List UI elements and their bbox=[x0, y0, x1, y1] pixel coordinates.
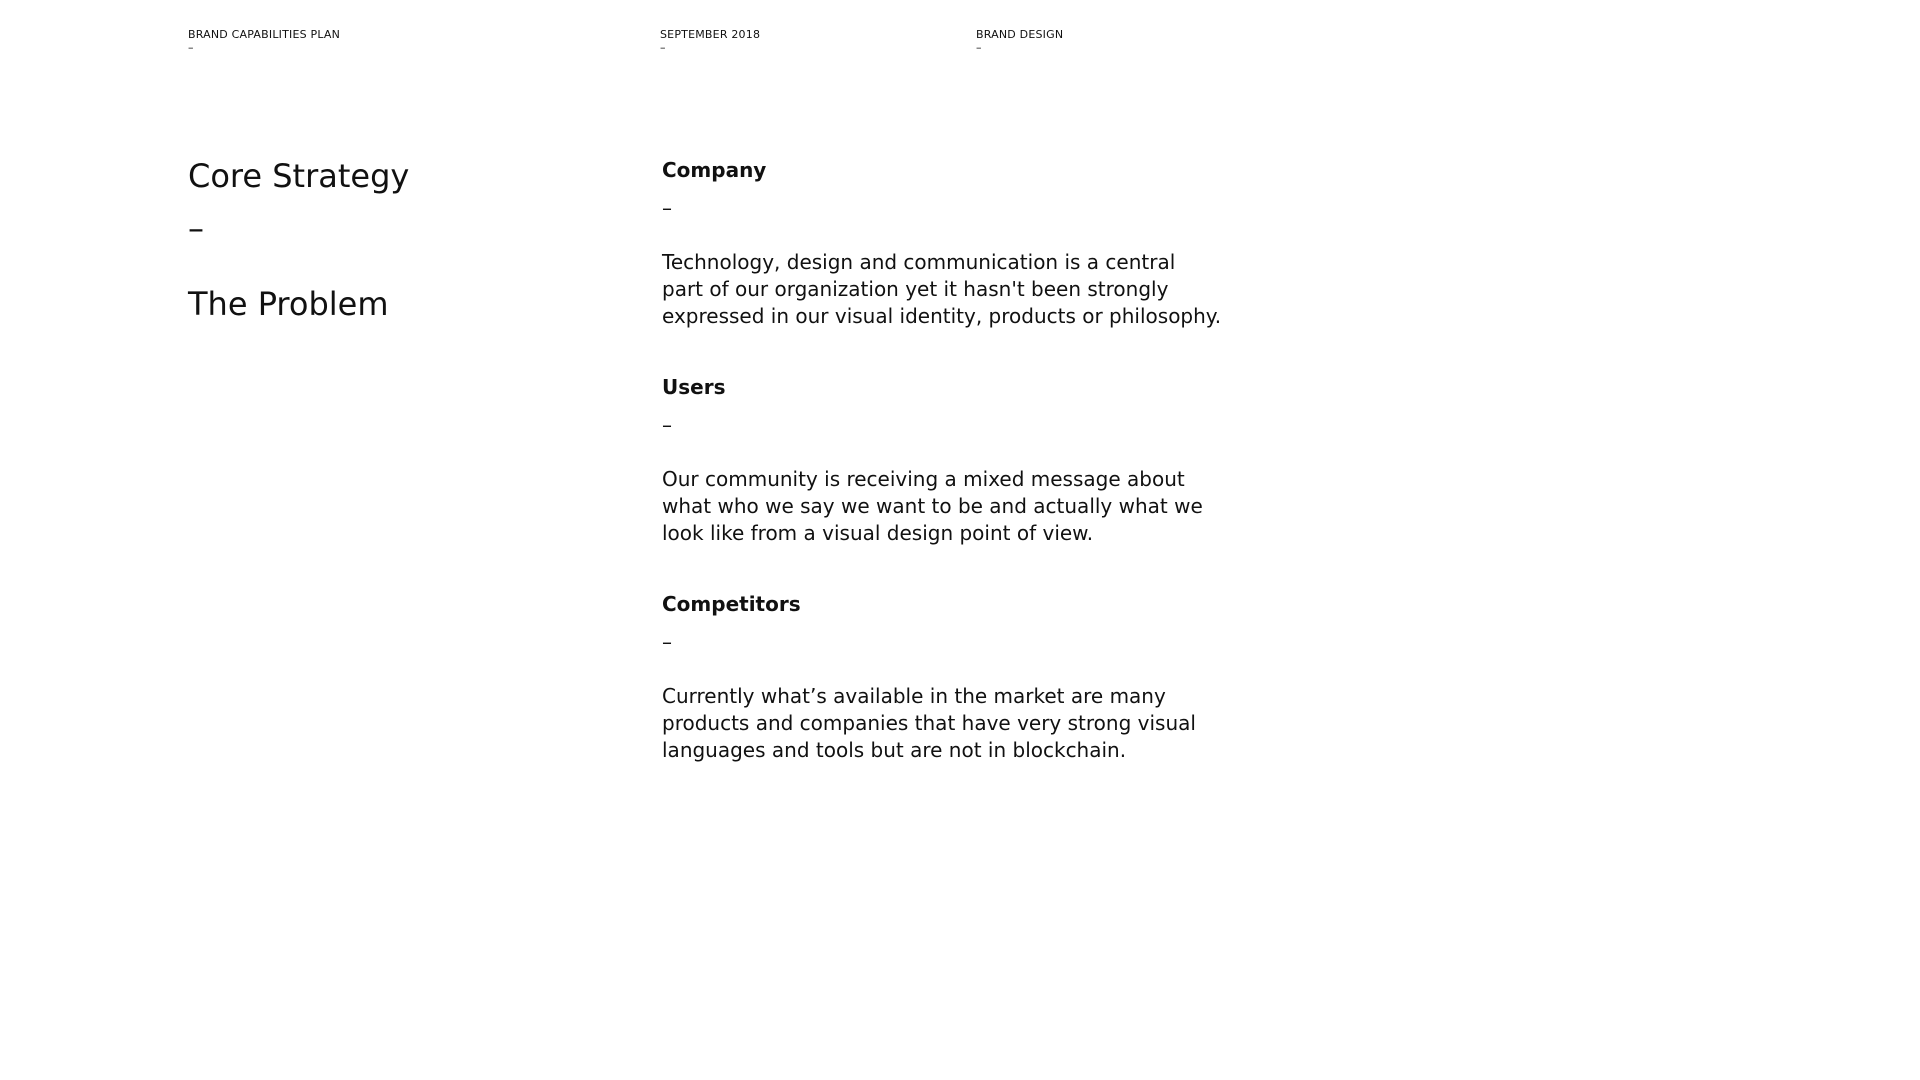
right-column bbox=[662, 157, 1222, 808]
header-dept-label bbox=[976, 28, 1063, 54]
dept-label-text: BRAND DESIGN bbox=[976, 28, 1064, 41]
date-label-dash: – bbox=[660, 41, 666, 54]
section-competitors bbox=[662, 591, 1222, 764]
section-dash: – bbox=[662, 413, 672, 437]
section-body: Currently what’s available in the market are many products and companies that have very strong visual languages and tools but are not in blockchain. bbox=[662, 684, 1196, 762]
section-heading: Users bbox=[662, 375, 726, 399]
dept-label-dash: – bbox=[976, 41, 982, 54]
title-dash: – bbox=[188, 209, 204, 247]
section-body: Technology, design and communication is a central part of our organization yet it hasn't been strongly expressed in our visual identity, products or philosophy. bbox=[662, 250, 1222, 328]
header-plan-label bbox=[188, 28, 340, 54]
section-heading: Competitors bbox=[662, 592, 801, 616]
page-title: Core Strategy bbox=[188, 157, 410, 195]
date-label-text: SEPTEMBER 2018 bbox=[660, 28, 761, 41]
left-column bbox=[188, 155, 608, 325]
plan-label-dash: – bbox=[188, 41, 194, 54]
header-date-label bbox=[660, 28, 760, 54]
section-company bbox=[662, 157, 1222, 330]
section-users bbox=[662, 374, 1222, 547]
section-dash: – bbox=[662, 630, 672, 654]
page-subtitle: The Problem bbox=[188, 285, 389, 323]
section-heading: Company bbox=[662, 158, 767, 182]
section-dash: – bbox=[662, 196, 672, 220]
section-body: Our community is receiving a mixed message about what who we say we want to be and actually what we look like from a visual design point of view. bbox=[662, 467, 1203, 545]
plan-label-text: BRAND CAPABILITIES PLAN bbox=[188, 28, 341, 41]
